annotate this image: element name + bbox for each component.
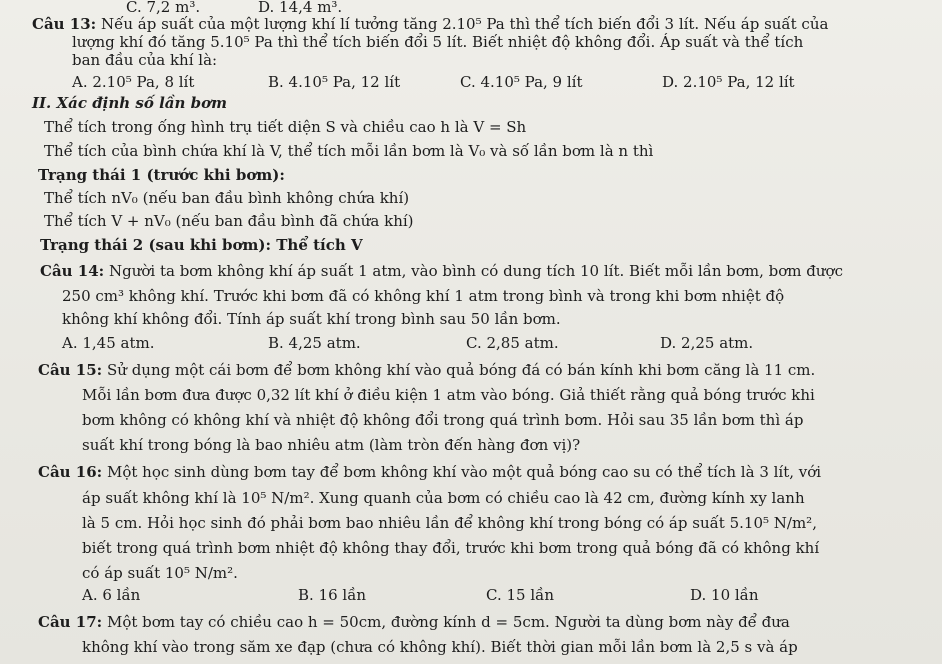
question-17-line1: Một bơm tay có chiều cao h = 50cm, đường kính d = 5cm. Người ta dùng bơm này để đưa <box>106 613 790 631</box>
section-line-1: Thể tích trong ống hình trụ tiết diện S và chiều cao h là V = Sh <box>44 118 527 136</box>
question-15-label: Câu 15: <box>38 361 103 379</box>
question-15-line4: suất khí trong bóng là bao nhiêu atm (làm tròn đến hàng đơn vị)? <box>82 436 581 454</box>
question-14-label: Câu 14: <box>40 262 105 280</box>
state-1-heading: Trạng thái 1 (trước khi bơm): <box>38 166 285 184</box>
question-15-line3: bơm không có không khí và nhiệt độ không đổi trong quá trình bơm. Hỏi sau 35 lần bơm thì áp <box>82 411 804 429</box>
state-1-line-a: Thể tích nV₀ (nếu ban đầu bình không chứa khí) <box>44 189 410 207</box>
question-16-label: Câu 16: <box>38 463 103 481</box>
question-16-line1: Một học sinh dùng bơm tay để bơm không khí vào một quả bóng cao su có thể tích là 3 lít, với <box>106 463 822 481</box>
question-15-line2: Mỗi lần bơm đưa được 0,32 lít khí ở điều kiện 1 atm vào bóng. Giả thiết rằng quả bóng trước khi <box>82 386 815 404</box>
question-13-option-d: D. 2.10⁵ Pa, 12 lít <box>662 73 795 91</box>
question-14-line3: không khí không đổi. Tính áp suất khí trong bình sau 50 lần bơm. <box>62 310 561 328</box>
question-13-option-a: A. 2.10⁵ Pa, 8 lít <box>72 73 195 91</box>
question-13-line2: lượng khí đó tăng 5.10⁵ Pa thì thể tích biến đổi 5 lít. Biết nhiệt độ không đổi. Áp suất và thể tích <box>72 33 804 51</box>
question-16-line4: biết trong quá trình bơm nhiệt độ không thay đổi, trước khi bơm trong quả bóng đã có không khí <box>82 539 820 557</box>
question-15 <box>38 361 815 379</box>
question-13-option-b: B. 4.10⁵ Pa, 12 lít <box>268 73 401 91</box>
top-option-d: D. 14,4 m³. <box>258 0 343 16</box>
question-16-line2: áp suất không khí là 10⁵ N/m². Xung quanh của bơm có chiều cao là 42 cm, đường kính xy lanh <box>82 489 805 507</box>
question-15-line1: Sử dụng một cái bơm để bơm không khí vào quả bóng đá có bán kính khi bơm căng là 11 cm. <box>106 361 816 379</box>
question-13-label: Câu 13: <box>32 15 97 33</box>
question-13-line3: ban đầu của khí là: <box>72 51 218 69</box>
question-16-option-d: D. 10 lần <box>690 586 759 604</box>
question-17 <box>38 613 790 631</box>
state-2-heading: Trạng thái 2 (sau khi bơm): Thể tích V <box>40 236 363 254</box>
question-14-option-b: B. 4,25 atm. <box>268 334 361 352</box>
section-heading: II. Xác định số lần bơm <box>32 94 227 112</box>
question-17-label: Câu 17: <box>38 613 103 631</box>
question-14-option-a: A. 1,45 atm. <box>62 334 155 352</box>
top-option-c: C. 7,2 m³. <box>126 0 201 16</box>
question-14-option-c: C. 2,85 atm. <box>466 334 559 352</box>
question-16 <box>38 463 821 481</box>
question-13-line1: Nếu áp suất của một lượng khí lí tưởng tăng 2.10⁵ Pa thì thể tích biến đổi 3 lít. Nếu áp suất của <box>100 15 829 33</box>
question-16-option-a: A. 6 lần <box>82 586 141 604</box>
question-17-line2: không khí vào trong săm xe đạp (chưa có không khí). Biết thời gian mỗi lần bơm là 2,5 s và áp <box>82 638 798 656</box>
question-16-line5: có áp suất 10⁵ N/m². <box>82 564 238 582</box>
question-13-option-c: C. 4.10⁵ Pa, 9 lít <box>460 73 583 91</box>
question-16-line3: là 5 cm. Hỏi học sinh đó phải bơm bao nhiêu lần để không khí trong bóng có áp suất 5.10⁵ N/m², <box>82 514 817 532</box>
question-14-option-d: D. 2,25 atm. <box>660 334 754 352</box>
question-16-option-c: C. 15 lần <box>486 586 554 604</box>
question-13 <box>32 15 828 33</box>
question-16-option-b: B. 16 lần <box>298 586 367 604</box>
question-14-line2: 250 cm³ không khí. Trước khi bơm đã có không khí 1 atm trong bình và trong khi bơm nhiệt độ <box>62 287 785 305</box>
question-14-line1: Người ta bơm không khí áp suất 1 atm, vào bình có dung tích 10 lít. Biết mỗi lần bơm, bơm được <box>108 262 843 280</box>
state-1-line-b: Thể tích V + nV₀ (nếu ban đầu bình đã chứa khí) <box>44 212 414 230</box>
question-14 <box>40 262 843 280</box>
section-line-2: Thể tích của bình chứa khí là V, thể tích mỗi lần bơm là V₀ và số lần bơm là n thì <box>44 142 654 160</box>
